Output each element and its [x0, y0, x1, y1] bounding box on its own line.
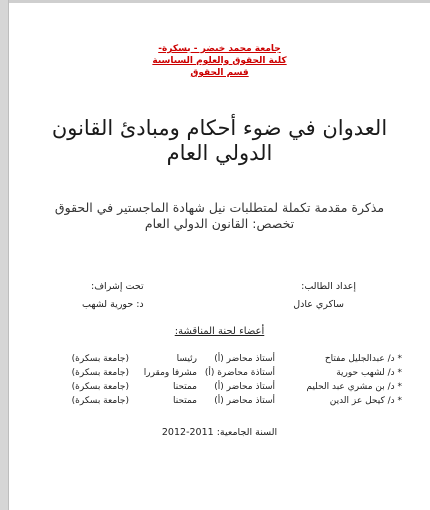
- jury-member-name: * د/ عبدالجليل مفتاح: [324, 354, 402, 364]
- institution-header: [9, 43, 430, 79]
- document-page: [9, 3, 430, 510]
- jury-member-role: ممتحنا: [172, 382, 197, 392]
- jury-member-row: [12, 382, 402, 395]
- thesis-title: [9, 116, 430, 166]
- jury-member-university: (جامعة بسكرة): [71, 396, 129, 406]
- subtitle-line-2: تخصص: القانون الدولي العام: [144, 216, 295, 231]
- jury-member-rank: أستاذ محاضر (أ): [214, 382, 275, 392]
- jury-member-name: * د/ بن مشري عبد الحليم: [306, 382, 402, 392]
- window-left-edge: [0, 0, 9, 510]
- faculty-name: كلية الحقوق والعلوم السياسية: [152, 56, 287, 66]
- jury-member-university: (جامعة بسكرة): [71, 382, 129, 392]
- thesis-title-line-1: العدوان في ضوء أحكام ومبادئ القانون: [51, 116, 388, 140]
- jury-member-name: * د/ كيحل عز الدين: [329, 396, 402, 406]
- jury-member-row: [12, 354, 402, 367]
- student-name: ساكري عادل: [293, 299, 344, 310]
- academic-year: السنة الجامعية: 2011-2012: [161, 427, 278, 438]
- jury-member-university: (جامعة بسكرة): [71, 354, 129, 364]
- jury-member-rank: أستاذ محاضر (أ): [214, 354, 275, 364]
- student-label: إعداد الطالب:: [301, 281, 356, 292]
- department-name: قسم الحقوق: [190, 68, 249, 78]
- supervisor-name: د: حورية لشهب: [82, 299, 144, 310]
- jury-member-role: ممتحنا: [172, 396, 197, 406]
- jury-member-rank: أستاذة محاضرة (أ): [204, 368, 275, 378]
- subtitle-line-1: مذكرة مقدمة تكملة لمتطلبات نيل شهادة الماجستير في الحقوق: [54, 200, 385, 215]
- jury-heading: أعضاء لجنة المناقشة:: [174, 326, 265, 337]
- university-name: جامعة محمد خيضر - بسكرة-: [158, 44, 281, 54]
- jury-member-row: [12, 368, 402, 381]
- jury-member-role: رئيسا: [176, 354, 197, 364]
- jury-member-rank: أستاذ محاضر (أ): [214, 396, 275, 406]
- thesis-subtitle: [9, 200, 430, 232]
- jury-member-university: (جامعة بسكرة): [71, 368, 129, 378]
- supervisor-label: تحت إشراف:: [91, 281, 144, 292]
- jury-member-role: مشرفا ومقررا: [143, 368, 197, 378]
- thesis-title-line-2: الدولي العام: [166, 141, 273, 165]
- jury-member-row: [12, 396, 402, 409]
- jury-member-name: * د/ لشهب حورية: [336, 368, 402, 378]
